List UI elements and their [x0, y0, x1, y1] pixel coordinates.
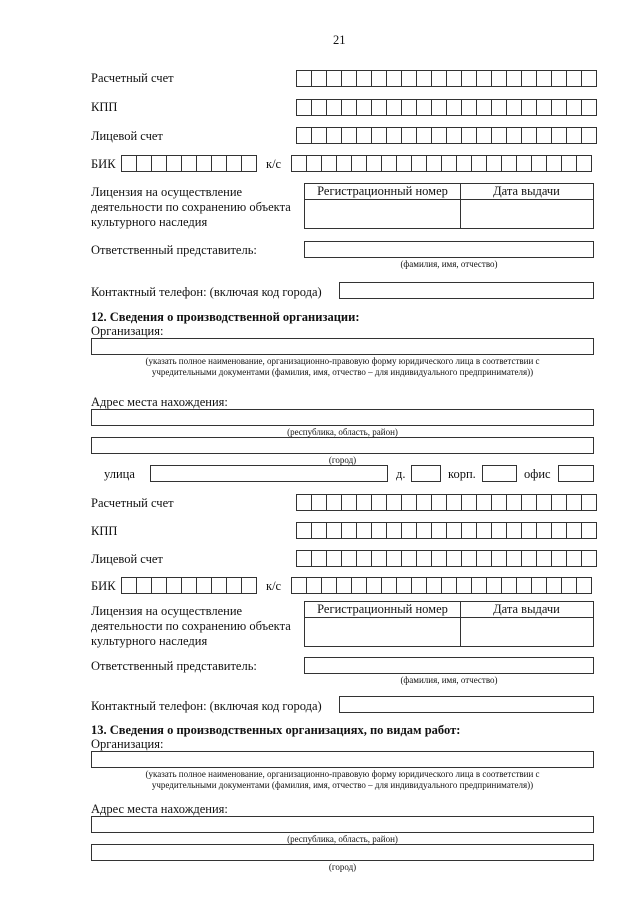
org-hint-line2: учредительными документами (фамилия, имя, отчество – для индивидуального предпринимателя)): [151, 367, 534, 377]
bik-label-2: БИК: [91, 579, 116, 593]
bik-field[interactable]: [121, 155, 257, 172]
char-cell[interactable]: [212, 578, 227, 593]
char-cell[interactable]: [492, 551, 507, 566]
char-cell[interactable]: [197, 578, 212, 593]
char-cell[interactable]: [427, 578, 442, 593]
organization-field-3[interactable]: [91, 751, 594, 768]
section-12-title: 12. Сведения о производственной организации:: [91, 310, 360, 324]
char-cell[interactable]: [547, 156, 562, 171]
char-cell[interactable]: [357, 71, 372, 86]
char-cell[interactable]: [312, 71, 327, 86]
char-cell[interactable]: [567, 495, 582, 510]
char-cell[interactable]: [537, 523, 552, 538]
char-cell[interactable]: [122, 578, 137, 593]
org-hint-3-line2: учредительными документами (фамилия, имя, отчество – для индивидуального предпринимателя)): [151, 780, 534, 790]
char-cell[interactable]: [327, 551, 342, 566]
char-cell[interactable]: [322, 578, 337, 593]
organization-label: Организация:: [91, 324, 164, 338]
char-cell[interactable]: [372, 523, 387, 538]
char-cell[interactable]: [307, 578, 322, 593]
char-cell[interactable]: [447, 551, 462, 566]
char-cell[interactable]: [337, 578, 352, 593]
char-cell[interactable]: [417, 523, 432, 538]
org-hint-3-line1: (указать полное наименование, организационно-правовую форму юридического лица в соответствии с: [145, 769, 540, 779]
street-label: улица: [104, 467, 135, 481]
char-cell[interactable]: [477, 100, 492, 115]
license-label-line3: культурного наследия: [91, 215, 208, 229]
char-cell[interactable]: [552, 523, 567, 538]
region-field[interactable]: [91, 409, 594, 426]
char-cell[interactable]: [357, 100, 372, 115]
char-cell[interactable]: [352, 578, 367, 593]
char-cell[interactable]: [387, 495, 402, 510]
license-table-2-divider: [460, 602, 461, 646]
phone-field[interactable]: [339, 282, 594, 299]
char-cell[interactable]: [567, 100, 582, 115]
section-13-title: 13. Сведения о производственных организациях, по видам работ:: [91, 723, 461, 737]
char-cell[interactable]: [432, 523, 447, 538]
char-cell[interactable]: [212, 156, 227, 171]
char-cell[interactable]: [442, 578, 457, 593]
char-cell[interactable]: [182, 156, 197, 171]
char-cell[interactable]: [447, 100, 462, 115]
char-cell[interactable]: [327, 523, 342, 538]
char-cell[interactable]: [402, 100, 417, 115]
char-cell[interactable]: [417, 495, 432, 510]
char-cell[interactable]: [582, 71, 597, 86]
char-cell[interactable]: [242, 578, 257, 593]
char-cell[interactable]: [567, 71, 582, 86]
char-cell[interactable]: [502, 156, 517, 171]
city-hint: (город): [328, 455, 357, 465]
char-cell[interactable]: [462, 495, 477, 510]
char-cell[interactable]: [442, 156, 457, 171]
char-cell[interactable]: [372, 128, 387, 143]
license-label-line1: Лицензия на осуществление: [91, 185, 243, 199]
char-cell[interactable]: [382, 578, 397, 593]
char-cell[interactable]: [387, 523, 402, 538]
char-cell[interactable]: [487, 578, 502, 593]
license-table-divider: [460, 184, 461, 228]
char-cell[interactable]: [457, 156, 472, 171]
kpp-label: КПП: [91, 100, 118, 114]
char-cell[interactable]: [477, 495, 492, 510]
char-cell[interactable]: [567, 128, 582, 143]
char-cell[interactable]: [492, 71, 507, 86]
char-cell[interactable]: [532, 578, 547, 593]
char-cell[interactable]: [432, 128, 447, 143]
char-cell[interactable]: [182, 578, 197, 593]
char-cell[interactable]: [387, 100, 402, 115]
fio-hint: (фамилия, имя, отчество): [400, 259, 498, 269]
personal-account-field[interactable]: [296, 127, 597, 144]
char-cell[interactable]: [492, 100, 507, 115]
char-cell[interactable]: [312, 100, 327, 115]
char-cell[interactable]: [522, 71, 537, 86]
license-label-2-line1: Лицензия на осуществление: [91, 604, 243, 618]
char-cell[interactable]: [507, 495, 522, 510]
char-cell[interactable]: [402, 128, 417, 143]
char-cell[interactable]: [552, 128, 567, 143]
building-label: корп.: [448, 467, 476, 481]
char-cell[interactable]: [457, 578, 472, 593]
char-cell[interactable]: [342, 523, 357, 538]
office-field[interactable]: [558, 465, 594, 482]
char-cell[interactable]: [552, 71, 567, 86]
representative-field-2[interactable]: [304, 657, 594, 674]
representative-label-2: Ответственный представитель:: [91, 659, 257, 673]
char-cell[interactable]: [327, 495, 342, 510]
personal-account-label-2: Лицевой счет: [91, 552, 163, 566]
char-cell[interactable]: [372, 71, 387, 86]
char-cell[interactable]: [402, 71, 417, 86]
char-cell[interactable]: [582, 128, 597, 143]
org-hint-line1: (указать полное наименование, организационно-правовую форму юридического лица в соответствии с: [145, 356, 540, 366]
char-cell[interactable]: [562, 578, 577, 593]
kpp-label-2: КПП: [91, 524, 118, 538]
char-cell[interactable]: [357, 495, 372, 510]
bik-field-2[interactable]: [121, 577, 257, 594]
char-cell[interactable]: [537, 128, 552, 143]
ks-field-2[interactable]: [291, 577, 592, 594]
char-cell[interactable]: [567, 523, 582, 538]
char-cell[interactable]: [462, 128, 477, 143]
char-cell[interactable]: [367, 156, 382, 171]
char-cell[interactable]: [537, 100, 552, 115]
phone-label-2: Контактный телефон: (включая код города): [91, 699, 322, 713]
char-cell[interactable]: [477, 523, 492, 538]
char-cell[interactable]: [432, 100, 447, 115]
city-field[interactable]: [91, 437, 594, 454]
char-cell[interactable]: [472, 156, 487, 171]
char-cell[interactable]: [367, 578, 382, 593]
char-cell[interactable]: [522, 128, 537, 143]
char-cell[interactable]: [417, 100, 432, 115]
char-cell[interactable]: [472, 578, 487, 593]
personal-account-label: Лицевой счет: [91, 129, 163, 143]
license-table-2: [304, 601, 594, 647]
account-field[interactable]: [296, 70, 597, 87]
char-cell[interactable]: [297, 128, 312, 143]
char-cell[interactable]: [387, 71, 402, 86]
char-cell[interactable]: [297, 551, 312, 566]
char-cell[interactable]: [577, 156, 592, 171]
phone-label: Контактный телефон: (включая код города): [91, 285, 322, 299]
kpp-field[interactable]: [296, 99, 597, 116]
char-cell[interactable]: [522, 523, 537, 538]
char-cell[interactable]: [507, 128, 522, 143]
region-hint: (республика, область, район): [287, 427, 398, 437]
char-cell[interactable]: [517, 156, 532, 171]
char-cell[interactable]: [447, 523, 462, 538]
organization-field[interactable]: [91, 338, 594, 355]
issue-date-header: Дата выдачи: [460, 184, 593, 200]
license-table: [304, 183, 594, 229]
license-label-2-line3: культурного наследия: [91, 634, 208, 648]
char-cell[interactable]: [397, 156, 412, 171]
representative-field[interactable]: [304, 241, 594, 258]
kpp-field-2[interactable]: [296, 522, 597, 539]
char-cell[interactable]: [417, 71, 432, 86]
char-cell[interactable]: [327, 100, 342, 115]
char-cell[interactable]: [297, 100, 312, 115]
house-label: д.: [396, 467, 406, 481]
reg-number-header-2: Регистрационный номер: [305, 602, 460, 618]
char-cell[interactable]: [342, 495, 357, 510]
char-cell[interactable]: [292, 578, 307, 593]
char-cell[interactable]: [447, 495, 462, 510]
char-cell[interactable]: [297, 495, 312, 510]
char-cell[interactable]: [537, 495, 552, 510]
char-cell[interactable]: [387, 551, 402, 566]
char-cell[interactable]: [167, 578, 182, 593]
ks-field[interactable]: [291, 155, 592, 172]
char-cell[interactable]: [462, 100, 477, 115]
char-cell[interactable]: [312, 495, 327, 510]
char-cell[interactable]: [522, 495, 537, 510]
char-cell[interactable]: [357, 551, 372, 566]
char-cell[interactable]: [197, 156, 212, 171]
char-cell[interactable]: [227, 156, 242, 171]
char-cell[interactable]: [507, 551, 522, 566]
char-cell[interactable]: [342, 71, 357, 86]
char-cell[interactable]: [552, 551, 567, 566]
char-cell[interactable]: [387, 128, 402, 143]
char-cell[interactable]: [507, 523, 522, 538]
char-cell[interactable]: [312, 128, 327, 143]
char-cell[interactable]: [492, 128, 507, 143]
char-cell[interactable]: [552, 100, 567, 115]
license-label-line2: деятельности по сохранению объекта: [91, 200, 291, 214]
char-cell[interactable]: [462, 523, 477, 538]
city-hint-3: (город): [328, 862, 357, 872]
account-label: Расчетный счет: [91, 71, 174, 85]
license-label-2-line2: деятельности по сохранению объекта: [91, 619, 291, 633]
char-cell[interactable]: [477, 551, 492, 566]
char-cell[interactable]: [337, 156, 352, 171]
char-cell[interactable]: [342, 551, 357, 566]
char-cell[interactable]: [372, 100, 387, 115]
region-hint-3: (республика, область, район): [287, 834, 398, 844]
char-cell[interactable]: [447, 128, 462, 143]
account-field-2[interactable]: [296, 494, 597, 511]
char-cell[interactable]: [152, 578, 167, 593]
char-cell[interactable]: [417, 128, 432, 143]
page-number: 21: [333, 33, 346, 47]
region-field-3[interactable]: [91, 816, 594, 833]
char-cell[interactable]: [322, 156, 337, 171]
char-cell[interactable]: [567, 551, 582, 566]
char-cell[interactable]: [372, 495, 387, 510]
char-cell[interactable]: [402, 495, 417, 510]
char-cell[interactable]: [417, 551, 432, 566]
char-cell[interactable]: [547, 578, 562, 593]
char-cell[interactable]: [462, 71, 477, 86]
reg-number-header: Регистрационный номер: [305, 184, 460, 200]
char-cell[interactable]: [582, 551, 597, 566]
char-cell[interactable]: [122, 156, 137, 171]
representative-label: Ответственный представитель:: [91, 243, 257, 257]
char-cell[interactable]: [517, 578, 532, 593]
char-cell[interactable]: [582, 495, 597, 510]
address-label: Адрес места нахождения:: [91, 395, 228, 409]
char-cell[interactable]: [342, 128, 357, 143]
account-label-2: Расчетный счет: [91, 496, 174, 510]
char-cell[interactable]: [477, 71, 492, 86]
house-field[interactable]: [411, 465, 441, 482]
char-cell[interactable]: [432, 495, 447, 510]
fio-hint-2: (фамилия, имя, отчество): [400, 675, 498, 685]
char-cell[interactable]: [532, 156, 547, 171]
char-cell[interactable]: [357, 128, 372, 143]
char-cell[interactable]: [537, 551, 552, 566]
char-cell[interactable]: [507, 71, 522, 86]
char-cell[interactable]: [297, 523, 312, 538]
char-cell[interactable]: [342, 100, 357, 115]
char-cell[interactable]: [372, 551, 387, 566]
char-cell[interactable]: [412, 578, 427, 593]
char-cell[interactable]: [357, 523, 372, 538]
char-cell[interactable]: [292, 156, 307, 171]
char-cell[interactable]: [522, 551, 537, 566]
char-cell[interactable]: [522, 100, 537, 115]
address-label-3: Адрес места нахождения:: [91, 802, 228, 816]
char-cell[interactable]: [462, 551, 477, 566]
phone-field-2[interactable]: [339, 696, 594, 713]
char-cell[interactable]: [242, 156, 257, 171]
personal-account-field-2[interactable]: [296, 550, 597, 567]
bik-label: БИК: [91, 157, 116, 171]
char-cell[interactable]: [502, 578, 517, 593]
char-cell[interactable]: [137, 156, 152, 171]
organization-label-3: Организация:: [91, 737, 164, 751]
char-cell[interactable]: [327, 71, 342, 86]
street-field[interactable]: [150, 465, 388, 482]
char-cell[interactable]: [397, 578, 412, 593]
ks-label-2: к/с: [266, 579, 282, 593]
char-cell[interactable]: [352, 156, 367, 171]
char-cell[interactable]: [412, 156, 427, 171]
char-cell[interactable]: [577, 578, 592, 593]
char-cell[interactable]: [507, 100, 522, 115]
char-cell[interactable]: [492, 495, 507, 510]
char-cell[interactable]: [312, 523, 327, 538]
char-cell[interactable]: [492, 523, 507, 538]
char-cell[interactable]: [477, 128, 492, 143]
char-cell[interactable]: [312, 551, 327, 566]
char-cell[interactable]: [552, 495, 567, 510]
issue-date-header-2: Дата выдачи: [460, 602, 593, 618]
char-cell[interactable]: [562, 156, 577, 171]
char-cell[interactable]: [327, 128, 342, 143]
office-label: офис: [524, 467, 551, 481]
building-field[interactable]: [482, 465, 517, 482]
char-cell[interactable]: [137, 578, 152, 593]
char-cell[interactable]: [152, 156, 167, 171]
char-cell[interactable]: [402, 523, 417, 538]
char-cell[interactable]: [537, 71, 552, 86]
char-cell[interactable]: [582, 100, 597, 115]
char-cell[interactable]: [402, 551, 417, 566]
char-cell[interactable]: [227, 578, 242, 593]
char-cell[interactable]: [307, 156, 322, 171]
char-cell[interactable]: [432, 551, 447, 566]
ks-label: к/с: [266, 157, 282, 171]
char-cell[interactable]: [167, 156, 182, 171]
char-cell[interactable]: [382, 156, 397, 171]
char-cell[interactable]: [297, 71, 312, 86]
char-cell[interactable]: [487, 156, 502, 171]
char-cell[interactable]: [582, 523, 597, 538]
char-cell[interactable]: [432, 71, 447, 86]
char-cell[interactable]: [427, 156, 442, 171]
city-field-3[interactable]: [91, 844, 594, 861]
char-cell[interactable]: [447, 71, 462, 86]
